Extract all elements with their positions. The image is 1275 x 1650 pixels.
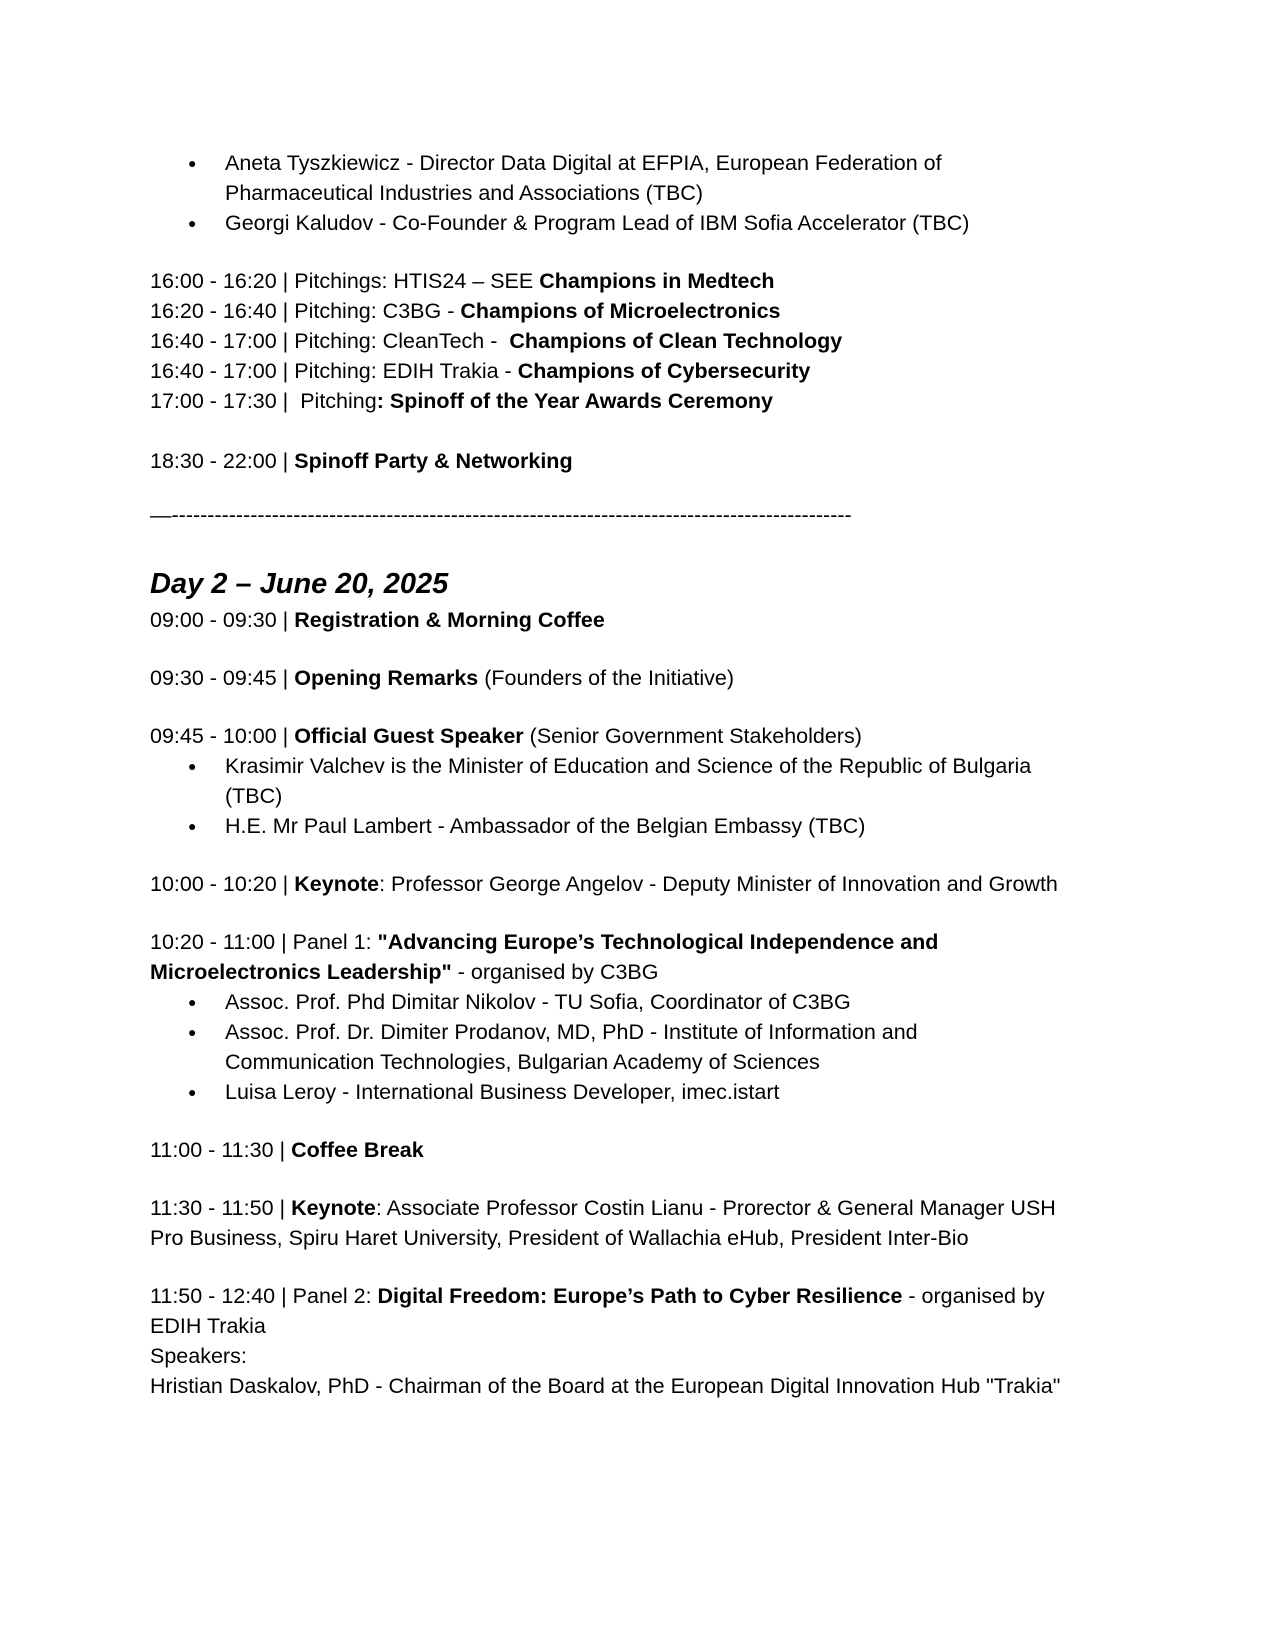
schedule-time: 18:30 - 22:00 | bbox=[150, 449, 295, 473]
speaker-text: Krasimir Valchev is the Minister of Education and Science of the Republic of Bulgaria bbox=[225, 754, 1032, 778]
bullet-icon: ● bbox=[188, 155, 197, 171]
schedule-title: Opening Remarks bbox=[294, 666, 479, 690]
schedule-note: : Professor George Angelov - Deputy Minister of Innovation and Growth bbox=[379, 872, 1058, 896]
schedule-line bbox=[150, 446, 1150, 476]
schedule-line bbox=[150, 957, 1150, 987]
bullet-icon: ● bbox=[188, 818, 197, 834]
speaker-text: Aneta Tyszkiewicz - Director Data Digital at EFPIA, European Federation of bbox=[225, 151, 942, 175]
schedule-time: 16:40 - 17:00 | Pitching: EDIH Trakia - bbox=[150, 359, 518, 383]
schedule-note: (Founders of the Initiative) bbox=[478, 666, 734, 690]
schedule-line bbox=[150, 927, 1150, 957]
schedule-line bbox=[150, 326, 1150, 356]
speaker-text: Hristian Daskalov, PhD - Chairman of the Board at the European Digital Innovation Hub "Trakia" bbox=[150, 1374, 1061, 1398]
schedule-line bbox=[150, 605, 1150, 635]
list-item bbox=[150, 751, 1150, 811]
keynote-2 bbox=[150, 1193, 1150, 1253]
speaker-list-top bbox=[150, 148, 1150, 238]
list-item bbox=[150, 987, 1150, 1017]
speaker-text: Luisa Leroy - International Business Developer, imec.istart bbox=[225, 1080, 780, 1104]
schedule-line bbox=[150, 663, 1150, 693]
schedule-line bbox=[150, 356, 1150, 386]
speaker-text: Assoc. Prof. Dr. Dimiter Prodanov, MD, PhD - Institute of Information and bbox=[225, 1020, 918, 1044]
bullet-icon: ● bbox=[188, 1024, 197, 1040]
schedule-time: 17:00 - 17:30 | Pitching bbox=[150, 389, 377, 413]
guest-speaker-list bbox=[150, 751, 1150, 841]
schedule-time: 10:20 - 11:00 | Panel 1: bbox=[150, 930, 378, 954]
schedule-time: 11:30 - 11:50 | bbox=[150, 1196, 292, 1220]
schedule-line bbox=[150, 1193, 1150, 1223]
agenda-page bbox=[150, 148, 1150, 1401]
schedule-line bbox=[150, 1135, 1150, 1165]
speaker-text-continued: Pharmaceutical Industries and Associations (TBC) bbox=[225, 181, 703, 205]
schedule-note: : Associate Professor Costin Lianu - Prorector & General Manager USH bbox=[375, 1196, 1056, 1220]
schedule-note: (Senior Government Stakeholders) bbox=[523, 724, 862, 748]
panel-2 bbox=[150, 1281, 1150, 1401]
schedule-title: Keynote bbox=[294, 872, 380, 896]
schedule-title: Official Guest Speaker bbox=[294, 724, 524, 748]
list-item bbox=[150, 208, 1150, 238]
schedule-line bbox=[150, 1281, 1150, 1311]
speaker-text-continued: Communication Technologies, Bulgarian Academy of Sciences bbox=[225, 1050, 820, 1074]
schedule-time: 09:30 - 09:45 | bbox=[150, 666, 295, 690]
schedule-title: Champions in Medtech bbox=[539, 269, 775, 293]
panel-1-speaker-list bbox=[150, 987, 1150, 1107]
schedule-time: 16:20 - 16:40 | Pitching: C3BG - bbox=[150, 299, 461, 323]
schedule-line-continued: EDIH Trakia bbox=[150, 1314, 266, 1338]
panel-title: Digital Freedom: Europe’s Path to Cyber Resilience bbox=[377, 1284, 903, 1308]
schedule-time: 09:00 - 09:30 | bbox=[150, 608, 295, 632]
schedule-title: Registration & Morning Coffee bbox=[294, 608, 605, 632]
schedule-title: Champions of Cybersecurity bbox=[517, 359, 811, 383]
schedule-title: Coffee Break bbox=[291, 1138, 424, 1162]
schedule-time: 11:50 - 12:40 | Panel 2: bbox=[150, 1284, 378, 1308]
schedule-title: Keynote bbox=[291, 1196, 376, 1220]
list-item bbox=[150, 811, 1150, 841]
bullet-icon: ● bbox=[188, 215, 197, 231]
schedule-line bbox=[150, 296, 1150, 326]
bullet-icon: ● bbox=[188, 994, 197, 1010]
panel-title: "Advancing Europe’s Technological Independence and bbox=[377, 930, 939, 954]
schedule-note: - organised by C3BG bbox=[451, 960, 659, 984]
list-item bbox=[150, 148, 1150, 208]
section-divider: —----------------------------------------------------------------------------------------------- bbox=[150, 503, 852, 527]
speakers-label: Speakers: bbox=[150, 1344, 247, 1368]
bullet-icon: ● bbox=[188, 758, 197, 774]
schedule-line bbox=[150, 869, 1150, 899]
schedule-line bbox=[150, 266, 1150, 296]
schedule-title: : Spinoff of the Year Awards Ceremony bbox=[376, 389, 773, 413]
list-item bbox=[150, 1077, 1150, 1107]
schedule-time: 16:00 - 16:20 | Pitchings: HTIS24 – SEE bbox=[150, 269, 540, 293]
schedule-time: 16:40 - 17:00 | Pitching: CleanTech - bbox=[150, 329, 510, 353]
schedule-title: Champions of Clean Technology bbox=[509, 329, 843, 353]
speaker-text-continued: (TBC) bbox=[225, 784, 283, 808]
schedule-time: 11:00 - 11:30 | bbox=[150, 1138, 292, 1162]
panel-title-continued: Microelectronics Leadership" bbox=[150, 960, 452, 984]
schedule-title: Spinoff Party & Networking bbox=[294, 449, 573, 473]
schedule-title: Champions of Microelectronics bbox=[460, 299, 781, 323]
speaker-text: Georgi Kaludov - Co-Founder & Program Lead of IBM Sofia Accelerator (TBC) bbox=[225, 211, 970, 235]
schedule-note: - organised by bbox=[902, 1284, 1045, 1308]
schedule-line-continued: Pro Business, Spiru Haret University, President of Wallachia eHub, President Inter-Bio bbox=[150, 1226, 969, 1250]
speaker-text: Assoc. Prof. Phd Dimitar Nikolov - TU Sofia, Coordinator of C3BG bbox=[225, 990, 851, 1014]
panel-1 bbox=[150, 927, 1150, 987]
schedule-time: 09:45 - 10:00 | bbox=[150, 724, 295, 748]
day-heading: Day 2 – June 20, 2025 bbox=[150, 568, 449, 600]
schedule-line bbox=[150, 721, 1150, 751]
bullet-icon: ● bbox=[188, 1084, 197, 1100]
speaker-text: H.E. Mr Paul Lambert - Ambassador of the Belgian Embassy (TBC) bbox=[225, 814, 866, 838]
schedule-time: 10:00 - 10:20 | bbox=[150, 872, 295, 896]
pitching-schedule bbox=[150, 266, 1150, 416]
schedule-line bbox=[150, 386, 1150, 416]
list-item bbox=[150, 1017, 1150, 1077]
